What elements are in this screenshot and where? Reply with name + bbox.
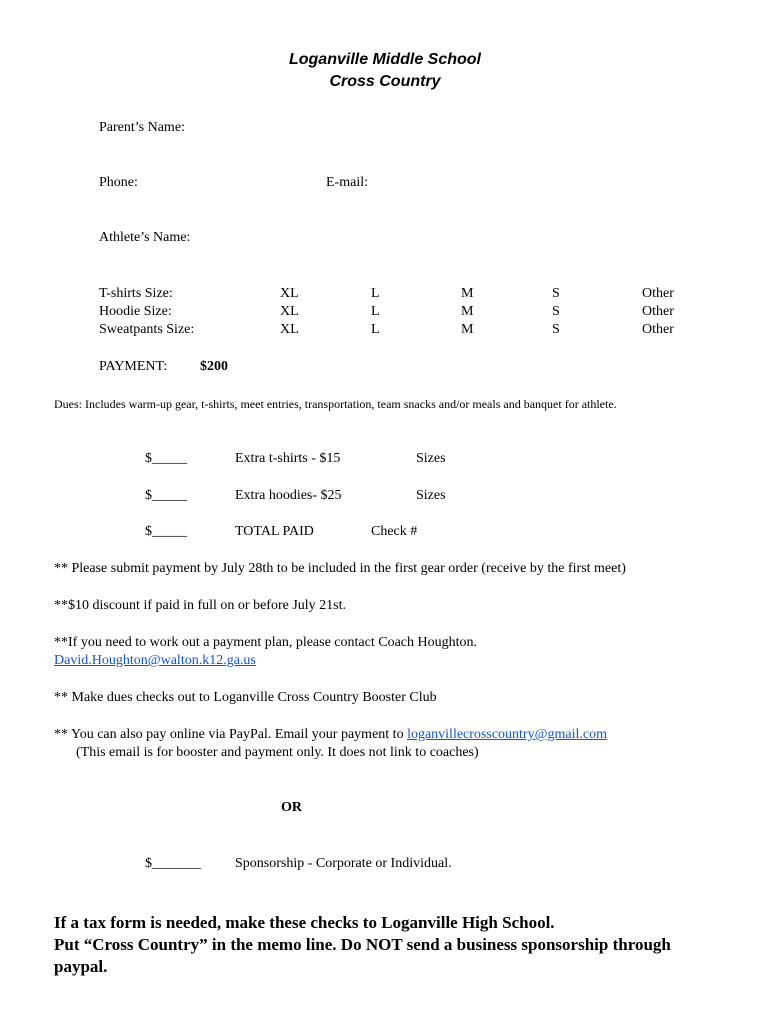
size-row-label: T-shirts Size:: [99, 286, 173, 301]
payment-amount: $200: [200, 359, 228, 374]
extra-item-sizes: Sizes: [416, 488, 446, 503]
size-row-label: Sweatpants Size:: [99, 322, 195, 337]
payment-label: PAYMENT:: [99, 359, 168, 374]
size-option-xl: XL: [280, 304, 299, 319]
email-label: E-mail:: [326, 175, 368, 190]
extra-item-label: Extra t-shirts - $15: [235, 451, 341, 466]
size-option-xl: XL: [280, 322, 299, 337]
paypal-disclaimer: (This email is for booster and payment only. It does not link to coaches): [76, 745, 479, 760]
extra-item-label: Extra hoodies- $25: [235, 488, 342, 503]
size-option-s: S: [552, 286, 560, 301]
paypal-note-text: ** You can also pay online via PayPal. Email your payment to: [54, 727, 404, 742]
document-title: Loganville Middle School: [288, 51, 481, 68]
size-option-l: L: [371, 304, 380, 319]
size-option-m: M: [461, 322, 474, 337]
total-paid-label: TOTAL PAID: [235, 524, 314, 539]
paypal-warning: paypal.: [54, 957, 108, 976]
size-row-label: Hoodie Size:: [99, 304, 172, 319]
sponsorship-label: Sponsorship - Corporate or Individual.: [235, 856, 452, 871]
size-option-other: Other: [642, 322, 674, 337]
size-option-xl: XL: [280, 286, 299, 301]
amount-blank: $_____: [145, 488, 187, 503]
submit-note: ** Please submit payment by July 28th to be included in the first gear order (receive by the first meet): [54, 561, 626, 576]
size-option-s: S: [552, 322, 560, 337]
extra-item-sizes: Sizes: [416, 451, 446, 466]
paypal-note: [54, 726, 607, 744]
check-number-label: Check #: [371, 524, 418, 539]
tax-form-note: If a tax form is needed, make these checks to Loganville High School.: [54, 913, 555, 932]
size-option-m: M: [461, 286, 474, 301]
amount-blank: $_____: [145, 524, 187, 539]
memo-line-note: Put “Cross Country” in the memo line. Do NOT send a business sponsorship through: [54, 935, 671, 954]
size-option-other: Other: [642, 304, 674, 319]
or-divider: OR: [281, 800, 302, 815]
coach-email-link[interactable]: David.Houghton@walton.k12.ga.us: [54, 653, 256, 668]
paypal-email-link[interactable]: loganvillecrosscountry@gmail.com: [407, 727, 607, 742]
dues-note: Dues: Includes warm-up gear, t-shirts, meet entries, transportation, team snacks and/or meals and banquet for athlete.: [54, 397, 617, 411]
size-option-other: Other: [642, 286, 674, 301]
size-option-l: L: [371, 322, 380, 337]
checks-note: ** Make dues checks out to Loganville Cross Country Booster Club: [54, 690, 437, 705]
payment-plan-note: **If you need to work out a payment plan, please contact Coach Houghton.: [54, 635, 477, 650]
discount-note: **$10 discount if paid in full on or before July 21st.: [54, 598, 347, 613]
document-subtitle: Cross Country: [329, 73, 441, 90]
size-option-m: M: [461, 304, 474, 319]
sponsorship-amount-blank: $_______: [145, 856, 201, 871]
parent-name-label: Parent’s Name:: [99, 120, 185, 135]
amount-blank: $_____: [145, 451, 187, 466]
athlete-name-label: Athlete’s Name:: [99, 230, 191, 245]
size-option-l: L: [371, 286, 380, 301]
size-option-s: S: [552, 304, 560, 319]
phone-label: Phone:: [99, 175, 138, 190]
